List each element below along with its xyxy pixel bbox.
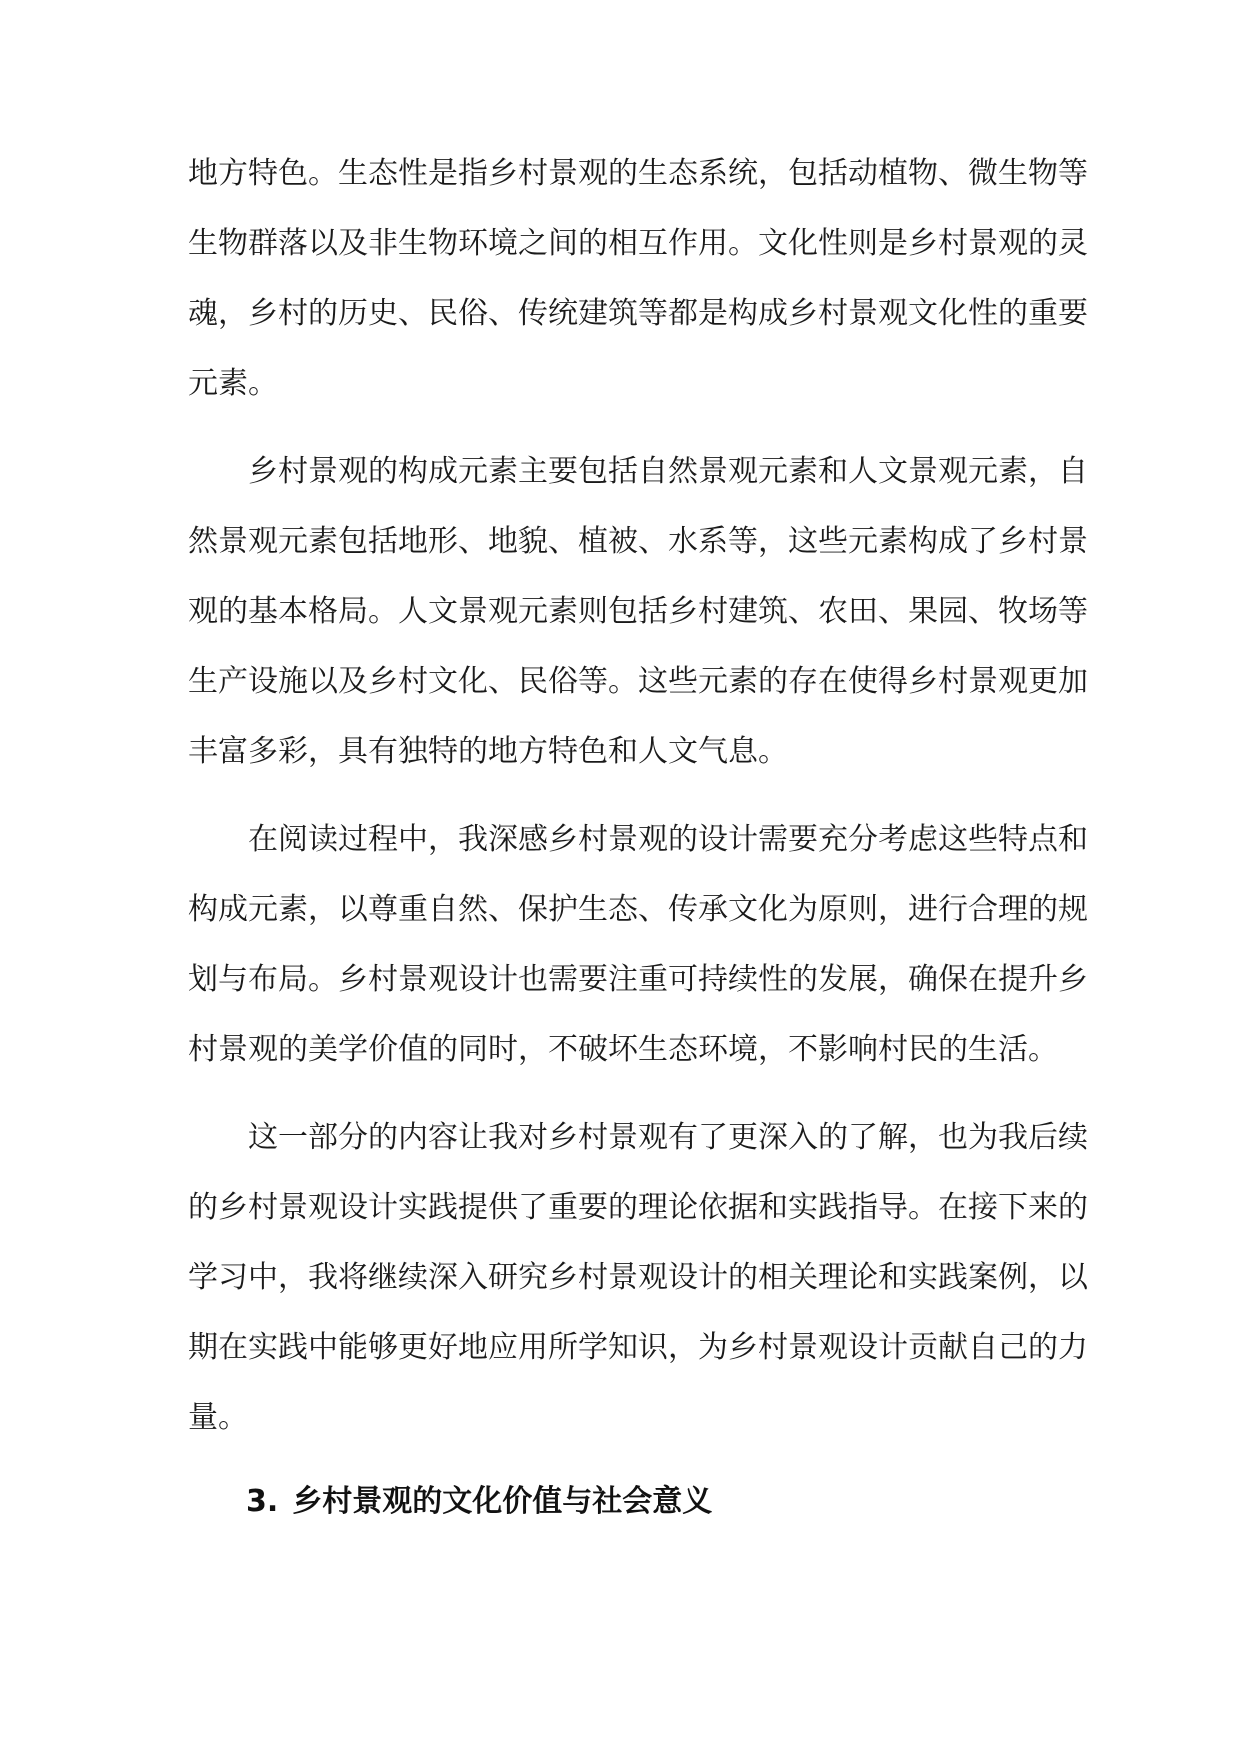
section-heading: [246, 1482, 712, 1522]
paragraph-1-line-1: 地方特色。生态性是指乡村景观的生态系统，包括动植物、微生物等: [188, 156, 1088, 191]
paragraph-2-line-1: 乡村景观的构成元素主要包括自然景观元素和人文景观元素，自: [248, 454, 1088, 489]
section-heading-number: 3.: [246, 1484, 279, 1519]
paragraph-4-line-3: 学习中，我将继续深入研究乡村景观设计的相关理论和实践案例，以: [188, 1260, 1088, 1295]
paragraph-2-line-5: 丰富多彩，具有独特的地方特色和人文气息。: [188, 734, 788, 769]
paragraph-4-line-1: 这一部分的内容让我对乡村景观有了更深入的了解，也为我后续: [248, 1120, 1088, 1155]
paragraph-2-line-4: 生产设施以及乡村文化、民俗等。这些元素的存在使得乡村景观更加: [188, 664, 1088, 699]
paragraph-4-line-2: 的乡村景观设计实践提供了重要的理论依据和实践指导。在接下来的: [188, 1190, 1088, 1225]
paragraph-1-line-4: 元素。: [188, 366, 278, 401]
paragraph-3-line-4: 村景观的美学价值的同时，不破坏生态环境，不影响村民的生活。: [188, 1032, 1058, 1067]
paragraph-4-line-5: 量。: [188, 1400, 248, 1435]
paragraph-1-line-2: 生物群落以及非生物环境之间的相互作用。文化性则是乡村景观的灵: [188, 226, 1088, 261]
paragraph-3-line-1: 在阅读过程中，我深感乡村景观的设计需要充分考虑这些特点和: [248, 822, 1088, 857]
section-heading-title: 乡村景观的文化价值与社会意义: [292, 1484, 713, 1519]
paragraph-1-line-3: 魂，乡村的历史、民俗、传统建筑等都是构成乡村景观文化性的重要: [188, 296, 1088, 331]
paragraph-3-line-3: 划与布局。乡村景观设计也需要注重可持续性的发展，确保在提升乡: [188, 962, 1088, 997]
paragraph-2-line-2: 然景观元素包括地形、地貌、植被、水系等，这些元素构成了乡村景: [188, 524, 1088, 559]
paragraph-2-line-3: 观的基本格局。人文景观元素则包括乡村建筑、农田、果园、牧场等: [188, 594, 1088, 629]
paragraph-3-line-2: 构成元素，以尊重自然、保护生态、传承文化为原则，进行合理的规: [188, 892, 1088, 927]
paragraph-4-line-4: 期在实践中能够更好地应用所学知识，为乡村景观设计贡献自己的力: [188, 1330, 1088, 1365]
